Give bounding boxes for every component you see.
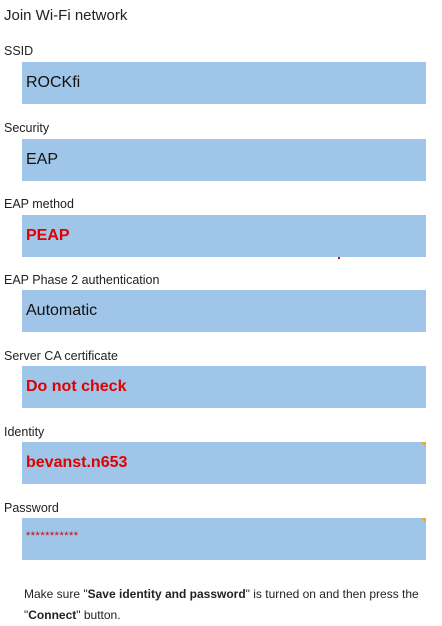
dialog-title: Join Wi-Fi network	[4, 7, 128, 24]
identity-label: Identity	[4, 425, 45, 439]
eap-method-label: EAP method	[4, 197, 74, 211]
ca-cert-label: Server CA certificate	[4, 349, 118, 363]
note-text: " is turned on and then press the "	[24, 587, 419, 622]
password-value: ***********	[26, 530, 79, 542]
phase2-label: EAP Phase 2 authentication	[4, 273, 160, 287]
identity-field[interactable]	[22, 442, 426, 484]
phase2-select[interactable]	[22, 290, 426, 332]
ca-cert-select[interactable]	[22, 366, 426, 408]
phase2-value: Automatic	[26, 302, 98, 319]
eap-method-select[interactable]	[22, 215, 426, 257]
note-emphasis-connect: Connect	[28, 608, 77, 622]
instruction-note	[24, 584, 439, 626]
eap-method-value: PEAP	[26, 227, 70, 244]
security-label: Security	[4, 121, 50, 135]
ssid-field[interactable]	[22, 62, 426, 104]
ssid-label: SSID	[4, 44, 34, 58]
security-select[interactable]	[22, 139, 426, 181]
corner-marker-icon	[421, 442, 426, 447]
password-label: Password	[4, 501, 59, 515]
ssid-value: ROCKfi	[26, 74, 81, 91]
note-emphasis-save: Save identity and password	[87, 587, 246, 601]
note-text: Make sure "	[24, 587, 88, 601]
note-text: " button.	[76, 608, 121, 622]
corner-marker-icon	[421, 518, 426, 523]
security-value: EAP	[26, 151, 59, 168]
password-field[interactable]	[22, 518, 426, 560]
identity-value: bevanst.n653	[26, 454, 128, 471]
ca-cert-value: Do not check	[26, 378, 127, 395]
red-dot-marker	[338, 257, 340, 259]
